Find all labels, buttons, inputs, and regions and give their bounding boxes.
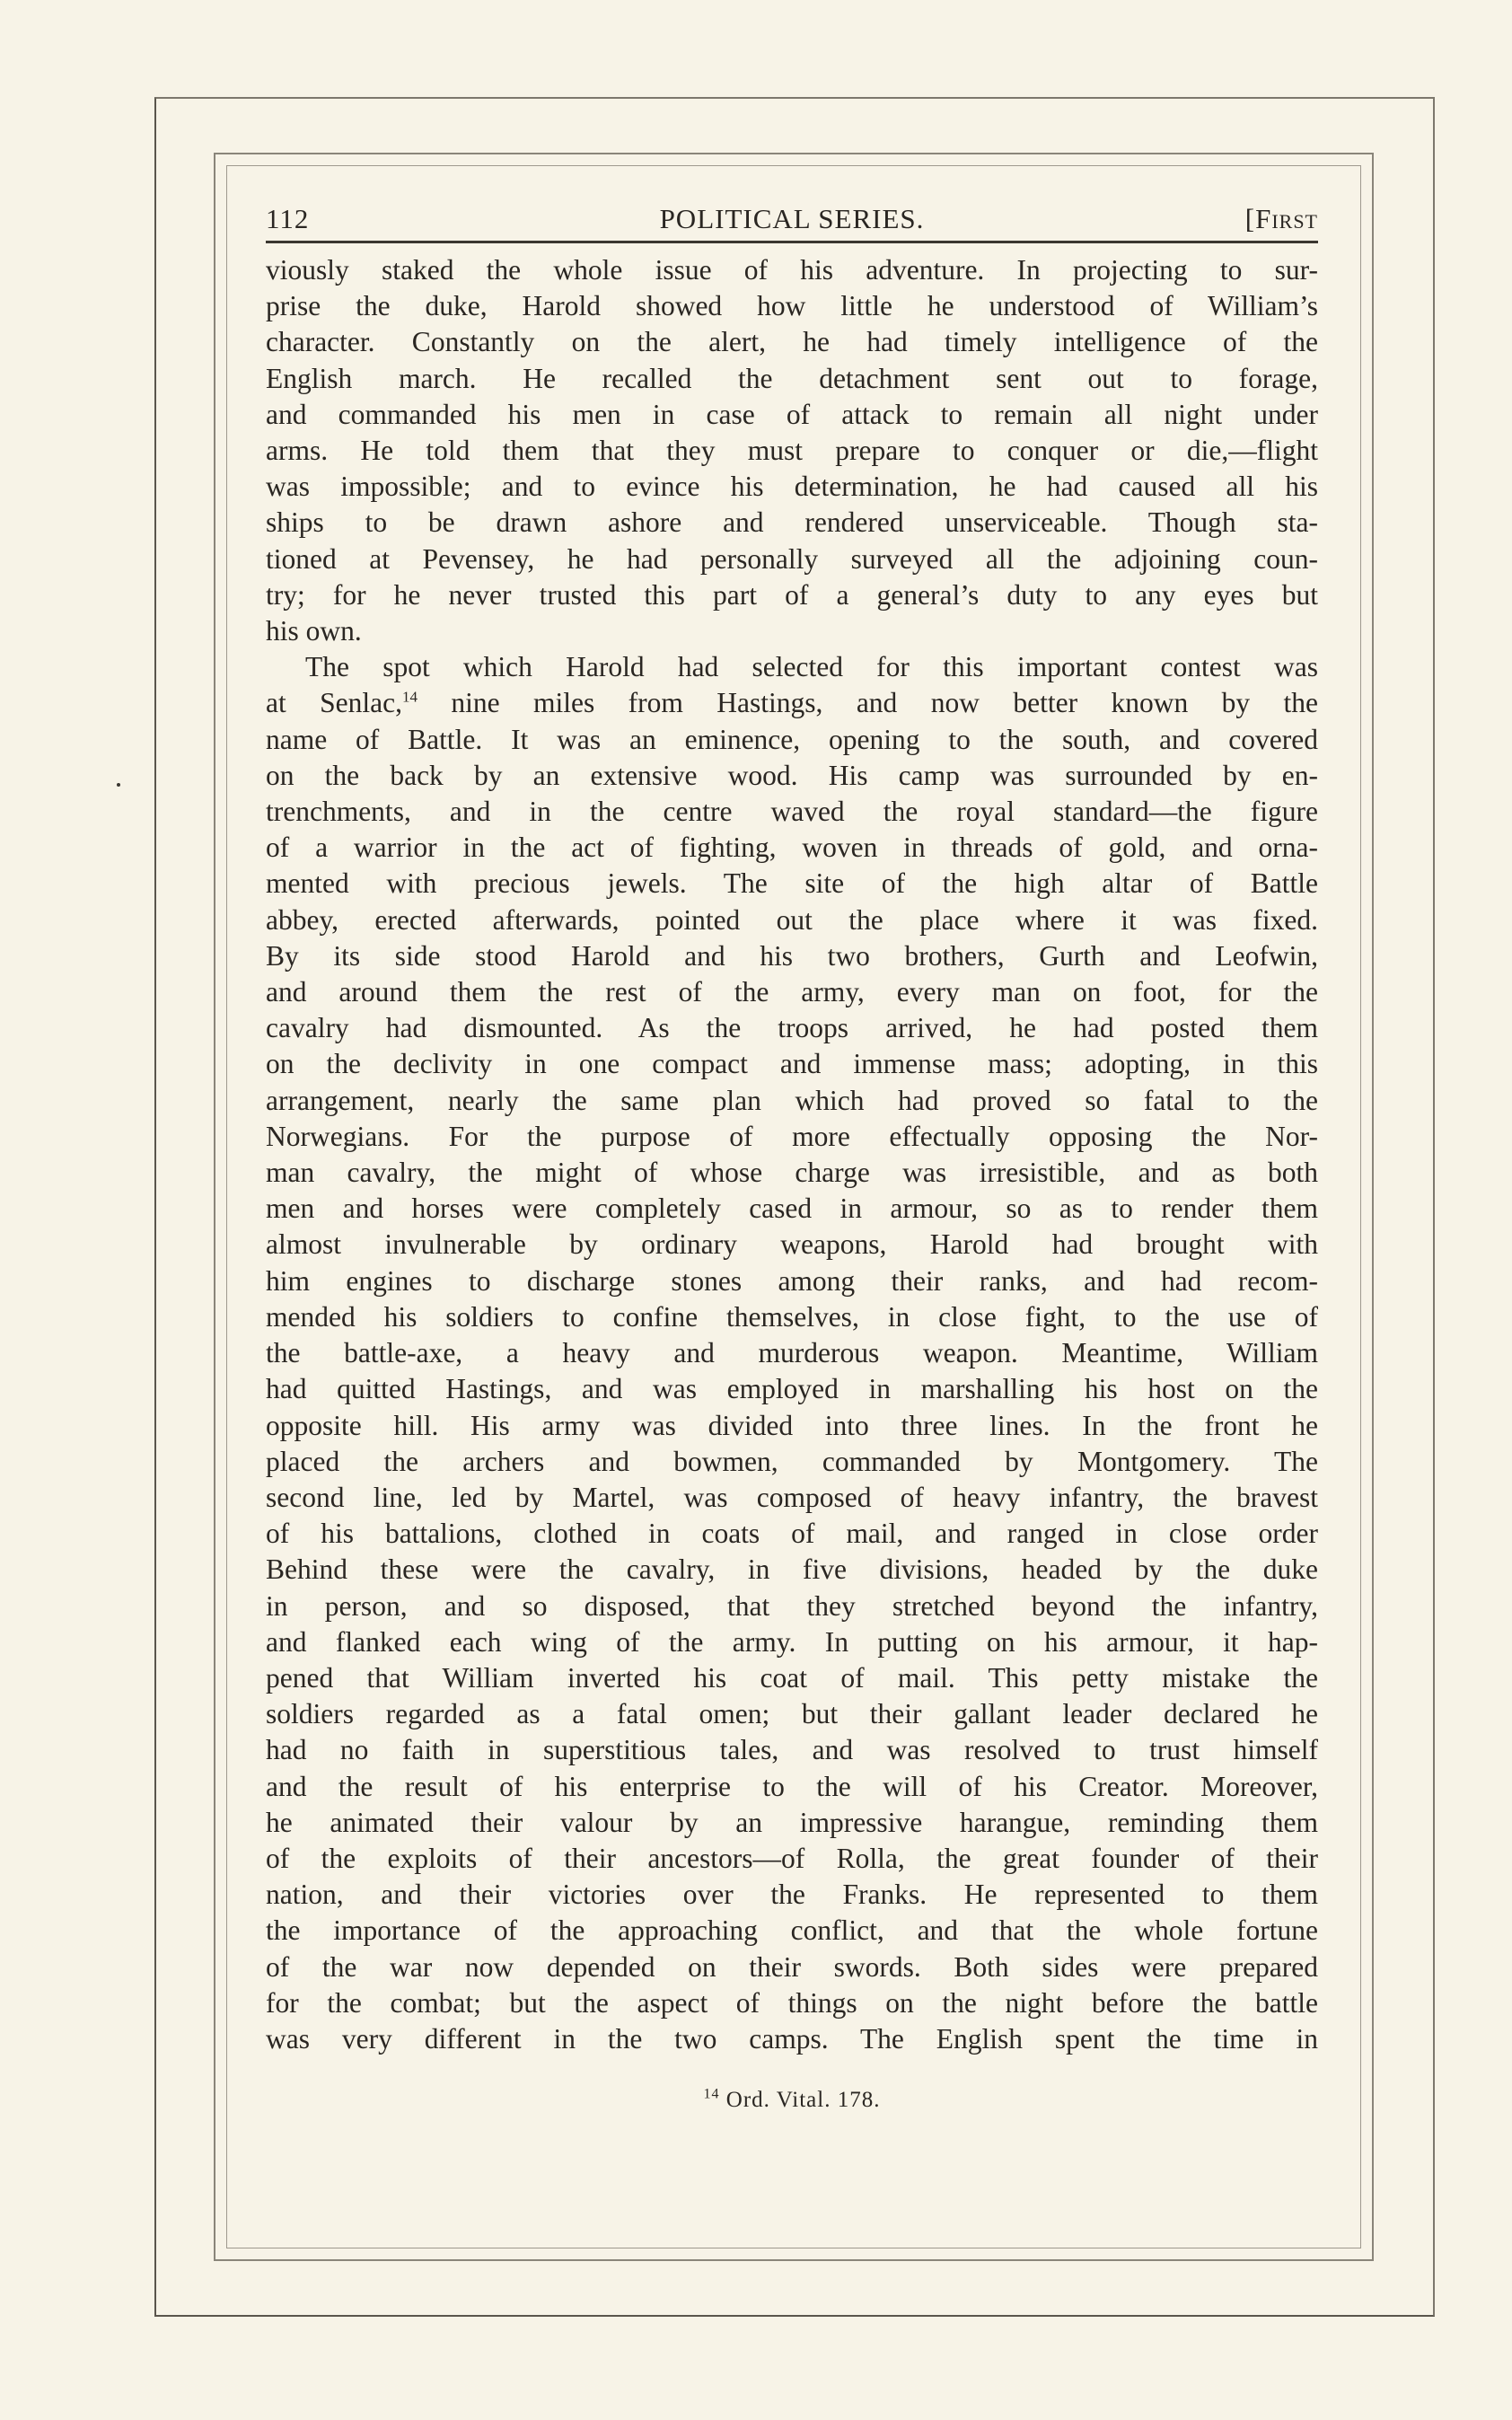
footnote [266, 2088, 1318, 2113]
text-line: character. Constantly on the alert, he had timely intelligence of the [266, 326, 1318, 358]
text-line: of the war now depended on their swords. Both sides were prepared [266, 1950, 1318, 1983]
text-line: mended his soldiers to confine themselves, in close fight, to the use of [266, 1300, 1318, 1333]
paragraph-1 [266, 252, 1318, 649]
text-line: abbey, erected afterwards, pointed out the place where it was fixed. [266, 903, 1318, 936]
footnote-reference: 14 [401, 688, 418, 706]
text-line: Behind these were the cavalry, in five divisions, headed by the duke [266, 1553, 1318, 1586]
book-page [266, 199, 1318, 2113]
text-line: was very different in the two camps. The English spent the time in [266, 2022, 1318, 2055]
text-line: of a warrior in the act of fighting, woven in threads of gold, and orna- [266, 832, 1318, 864]
text-line: had no faith in superstitious tales, and was resolved to trust himself [266, 1734, 1318, 1766]
text-line: pened that William inverted his coat of mail. This petty mistake the [266, 1661, 1318, 1694]
text-line: try; for he never trusted this part of a general’s duty to any eyes but [266, 578, 1318, 611]
text-line: the battle-axe, a heavy and murderous weapon. Meantime, William [266, 1337, 1318, 1369]
text-line: almost invulnerable by ordinary weapons, Harold had brought with [266, 1228, 1318, 1261]
page-number: 112 [266, 203, 310, 234]
text-line: tioned at Pevensey, he had personally surveyed all the adjoining coun- [266, 542, 1318, 575]
text-line: arrangement, nearly the same plan which had proved so fatal to the [266, 1084, 1318, 1116]
ink-speck [117, 783, 120, 787]
text-fragment: nine miles from Hastings, and now better known by the [417, 687, 1318, 719]
text-line: for the combat; but the aspect of things on the night before the battle [266, 1986, 1318, 2019]
text-line: viously staked the whole issue of his adventure. In projecting to sur- [266, 254, 1318, 286]
text-line: was impossible; and to evince his determination, he had caused all his [266, 471, 1318, 503]
text-line: and commanded his men in case of attack to remain all night under [266, 398, 1318, 430]
text-line: his own. [266, 615, 362, 647]
text-line: of his battalions, clothed in coats of mail, and ranged in close order [266, 1518, 1318, 1550]
paragraph-2-lines [266, 722, 1318, 2058]
text-line: soldiers regarded as a fatal omen; but their gallant leader declared he [266, 1698, 1318, 1730]
text-line: English march. He recalled the detachment sent out to forage, [266, 362, 1318, 394]
text-line: prise the duke, Harold showed how little he understood of William’s [266, 290, 1318, 322]
running-header [266, 199, 1318, 243]
text-line: and around them the rest of the army, every man on foot, for the [266, 976, 1318, 1008]
text-line: nation, and their victories over the Franks. He represented to them [266, 1879, 1318, 1911]
text-line: in person, and so disposed, that they stretched beyond the infantry, [266, 1589, 1318, 1622]
section-marker: [First [1244, 203, 1318, 234]
body-text [266, 252, 1318, 2057]
text-line: and the result of his enterprise to the will of his Creator. Moreover, [266, 1770, 1318, 1802]
text-line: men and horses were completely cased in armour, so as to render them [266, 1192, 1318, 1225]
text-line: had quitted Hastings, and was employed in marshalling his host on the [266, 1373, 1318, 1405]
text-line: the importance of the approaching conflict, and that the whole fortune [266, 1914, 1318, 1947]
text-line: on the back by an extensive wood. His camp was surrounded by en- [266, 759, 1318, 791]
text-line: placed the archers and bowmen, commanded by Montgomery. The [266, 1445, 1318, 1477]
text-line-with-footnote-ref [266, 685, 1318, 721]
text-line: mented with precious jewels. The site of the high altar of Battle [266, 867, 1318, 900]
text-fragment: at Senlac, [266, 687, 402, 719]
text-line: Norwegians. For the purpose of more effectually opposing the Nor- [266, 1120, 1318, 1152]
text-line: of the exploits of their ancestors—of Rolla, the great founder of their [266, 1842, 1318, 1874]
text-line: By its side stood Harold and his two brothers, Gurth and Leofwin, [266, 939, 1318, 972]
text-line: cavalry had dismounted. As the troops arrived, he had posted them [266, 1012, 1318, 1044]
text-line: he animated their valour by an impressive harangue, reminding them [266, 1806, 1318, 1838]
text-line: and flanked each wing of the army. In putting on his armour, it hap- [266, 1625, 1318, 1658]
text-line: trenchments, and in the centre waved the royal standard—the figure [266, 796, 1318, 828]
footnote-text: Ord. Vital. 178. [719, 2088, 881, 2113]
text-line: The spot which Harold had selected for this important contest was [305, 651, 1318, 683]
text-line: arms. He told them that they must prepare to conquer or die,—flight [266, 435, 1318, 467]
text-line: name of Battle. It was an eminence, opening to the south, and covered [266, 723, 1318, 755]
text-line: second line, led by Martel, was composed of heavy infantry, the bravest [266, 1481, 1318, 1513]
text-line: him engines to discharge stones among their ranks, and had recom- [266, 1264, 1318, 1297]
paragraph-2 [266, 649, 1318, 2057]
text-line: opposite hill. His army was divided into three lines. In the front he [266, 1409, 1318, 1441]
running-title: POLITICAL SERIES. [659, 203, 925, 234]
footnote-marker: 14 [703, 2086, 720, 2102]
text-line: man cavalry, the might of whose charge was irresistible, and as both [266, 1157, 1318, 1189]
text-line: ships to be drawn ashore and rendered unserviceable. Though sta- [266, 506, 1318, 539]
text-line: on the declivity in one compact and immense mass; adopting, in this [266, 1048, 1318, 1080]
